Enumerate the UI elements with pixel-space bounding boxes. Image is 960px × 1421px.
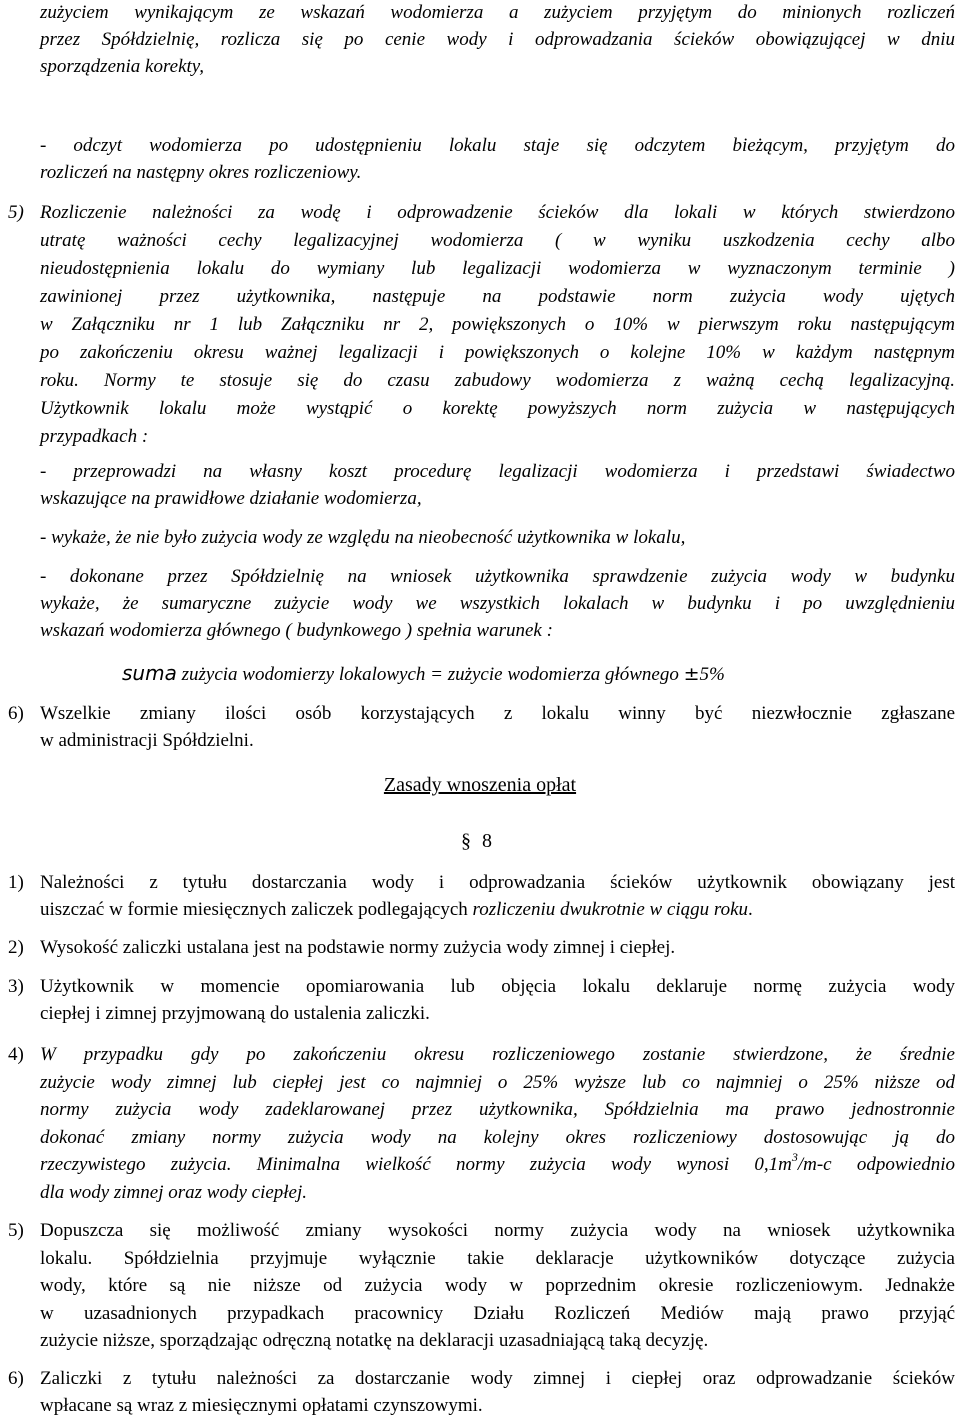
text-line: wykaże, że sumaryczne zużycie wody we wszystkich lokalach w budynku i po uwzględnieniu: [40, 593, 955, 614]
text-line: wpłacane są wraz z miesięcznymi opłatami czynszowymi.: [40, 1395, 483, 1416]
text-line: w uzasadnionych przypadkach pracownicy Działu Rozliczeń Mediów mają prawo przyjąć: [40, 1302, 955, 1324]
option-absence: [40, 524, 955, 551]
text-segment: /m-c odpowiednio: [797, 1154, 955, 1175]
plus-minus-symbol: ±: [683, 663, 700, 685]
rule-number: 1): [8, 872, 24, 893]
intro-line: zużyciem wynikającym ze wskazań wodomierza a zużyciem przyjętym do minionych rozliczeń: [40, 2, 955, 23]
rule-number: 2): [8, 937, 24, 958]
text-line: przypadkach :: [40, 426, 149, 447]
rule-number: 5): [8, 1220, 24, 1241]
text-line: - odczyt wodomierza po udostępnieniu lokalu staje się odczytem bieżącym, przyjętym do: [40, 135, 955, 156]
text-line: zawinionej przez użytkownika, następuje na podstawie norm zużycia wody ujętych: [40, 286, 955, 307]
text-line: rozliczeń na następny okres rozliczeniowy.: [40, 162, 362, 183]
text-segment: uiszczać w formie miesięcznych zaliczek podlegających: [40, 899, 473, 920]
formula-percent: 5%: [699, 664, 725, 685]
superscript: 3: [791, 1150, 798, 1164]
text-line: wody, które są nie niższe od zużycia wody w poprzednim okresie rozliczeniowym. Jednakże: [40, 1275, 955, 1296]
formula-text: zużycia wodomierzy lokalowych = zużycie wodomierza głównego: [176, 664, 684, 685]
text-segment: rzeczywistego zużycia. Minimalna wielkość normy zużycia wody wynosi 0,1m: [40, 1154, 792, 1175]
text-line: zużycie wody zimnej lub ciepłej jest co najmniej o 25% wyższe lub co najmniej o 25% niższe od: [40, 1071, 955, 1093]
rule-5: [8, 1217, 955, 1355]
text-line: [40, 896, 955, 923]
text-line: Użytkownik w momencie opomiarowania lub objęcia lokalu deklaruje normę zużycia wody: [40, 976, 955, 997]
meter-reading-paragraph: [40, 132, 955, 186]
text-line: Użytkownik lokalu może wystąpić o korektę powyższych norm zużycia w następujących: [40, 398, 955, 419]
text-line: wskazań wodomierza głównego ( budynkowego ) spełnia warunek :: [40, 620, 553, 641]
intro-line: sporządzenia korekty,: [40, 56, 204, 77]
rule-6: [8, 1365, 955, 1419]
text-line: roku. Normy te stosuje się do czasu zabudowy wodomierza z ważną cechą legalizacyjną.: [40, 370, 955, 391]
item-number: 6): [8, 703, 24, 724]
text-line: w Załączniku nr 1 lub Załączniku nr 2, powiększonych o 10% w pierwszym roku następującym: [40, 314, 955, 335]
intro-paragraph: [40, 0, 955, 80]
text-line: w administracji Spółdzielni.: [40, 730, 254, 751]
text-line: Wysokość zaliczki ustalana jest na podstawie normy zużycia wody zimnej i ciepłej.: [40, 937, 676, 958]
formula-suma: suma: [122, 661, 177, 685]
text-emphasis: rozliczeniu dwukrotnie w ciągu roku: [472, 899, 749, 920]
paragraph-heading: [461, 828, 492, 855]
text-line: - dokonane przez Spółdzielnię na wniosek użytkownika sprawdzenie zużycia wody w budynku: [40, 566, 955, 587]
option-building-check: [40, 563, 955, 644]
rule-number: 4): [8, 1044, 24, 1065]
text-line: - przeprowadzi na własny koszt procedurę legalizacji wodomierza i przedstawi świadectwo: [40, 461, 955, 482]
text-line: po zakończeniu okresu ważnej legalizacji i powiększonych o kolejne 10% w każdym następnym: [40, 342, 955, 363]
text-line: dla wody zimnej oraz wody ciepłej.: [40, 1181, 308, 1203]
text-line: Rozliczenie należności za wodę i odprowadzenie ścieków dla lokali w których stwierdzono: [40, 202, 955, 223]
text-line: nieudostępnienia lokalu do wymiany lub legalizacji wodomierza w wyznaczonym terminie ): [40, 258, 955, 279]
option-legalization: [40, 458, 955, 512]
rule-1: [8, 869, 955, 923]
text-line: utratę ważności cechy legalizacyjnej wodomierza ( w wyniku uszkodzenia cechy albo: [40, 230, 955, 251]
formula: [122, 660, 922, 688]
text-line: ciepłej i zimnej przyjmowaną do ustalenia zaliczki.: [40, 1003, 430, 1024]
rule-4: [8, 1041, 955, 1206]
text-line: - wykaże, że nie było zużycia wody ze względu na nieobecność użytkownika w lokalu,: [40, 527, 686, 548]
text-line: zużycie niższe, sporządzając odręczną notatkę na deklaracji uzasadniającą taką decyzję.: [40, 1330, 709, 1351]
text-line: Należności z tytułu dostarczania wody i odprowadzania ścieków użytkownik obowiązany jest: [40, 872, 955, 893]
text-line: dokonać zmiany normy zużycia wody na kolejny okres rozliczeniowy dostosowując ją do: [40, 1126, 955, 1148]
item-number: 5): [8, 202, 24, 223]
item-6: [8, 700, 955, 754]
text-line: W przypadku gdy po zakończeniu okresu rozliczeniowego zostanie stwierdzone, że średnie: [40, 1044, 955, 1065]
text-line: normy zużycia wody zadeklarowanej przez użytkownika, Spółdzielnia ma prawo jednostronnie: [40, 1099, 955, 1120]
rule-2: [8, 934, 955, 961]
text-line: Wszelkie zmiany ilości osób korzystających z lokalu winny być niezwłocznie zgłaszane: [40, 703, 955, 724]
rule-3: [8, 973, 955, 1027]
text-line: [40, 1151, 955, 1179]
rule-number: 6): [8, 1368, 24, 1389]
intro-line: przez Spółdzielnię, rozlicza się po cenie wody i odprowadzania ścieków obowiązującej w dniu: [40, 29, 955, 50]
text-line: Dopuszcza się możliwość zmiany wysokości normy zużycia wody na wniosek użytkownika: [40, 1220, 955, 1241]
section-title: Zasady wnoszenia opłat: [383, 774, 577, 796]
paragraph-number: 8: [482, 830, 492, 852]
text-line: Zaliczki z tytułu należności za dostarczanie wody zimnej i ciepłej oraz odprowadzanie ścieków: [40, 1368, 955, 1389]
item-5: [8, 199, 955, 451]
text-line: wskazujące na prawidłowe działanie wodomierza,: [40, 488, 422, 509]
paragraph-sign: §: [461, 830, 471, 852]
text-segment: .: [748, 899, 753, 920]
text-line: lokalu. Spółdzielnia przyjmuje wyłącznie takie deklaracje użytkowników dotyczące zużycia: [40, 1247, 955, 1269]
rule-number: 3): [8, 976, 24, 997]
